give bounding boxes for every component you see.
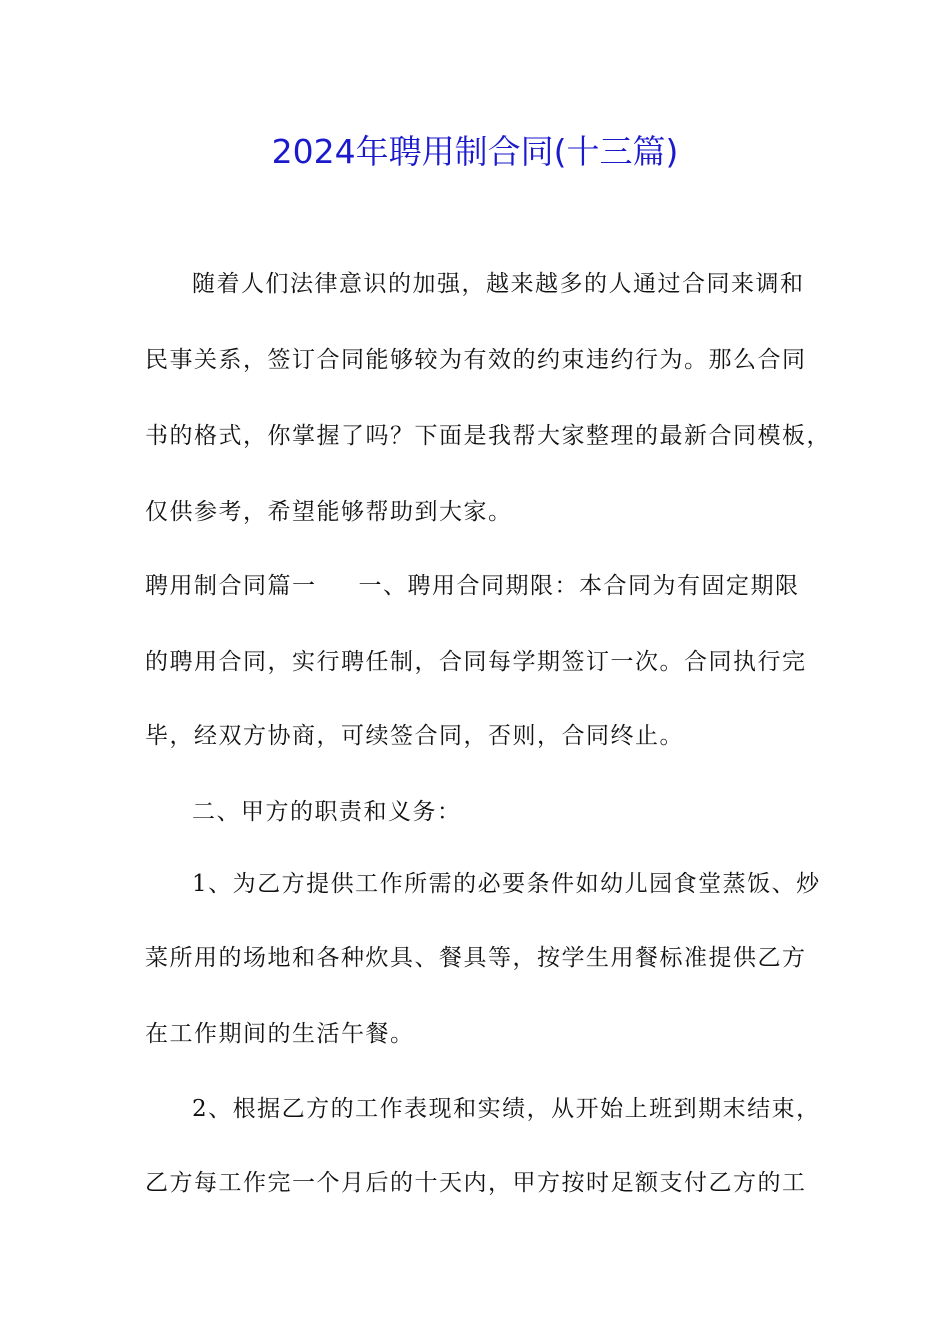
section1-first-line: [145, 569, 810, 603]
item2-line-2: 乙方每工作完一个月后的十天内，甲方按时足额支付乙方的工: [145, 1170, 807, 1196]
section1-line-3: 毕，经双方协商，可续签合同，否则，合同终止。: [145, 723, 684, 749]
item1-line-1: 1、为乙方提供工作所需的必要条件如幼儿园食堂蒸饭、炒: [192, 871, 821, 897]
document-title: 2024年聘用制合同(十三篇): [271, 132, 679, 171]
section1-label: 聘用制合同篇一: [145, 573, 317, 599]
intro-line-1: 随着人们法律意识的加强，越来越多的人通过合同来调和: [192, 271, 805, 297]
intro-line-3: 书的格式，你掌握了吗？下面是我帮大家整理的最新合同模板，: [145, 423, 831, 449]
intro-line-4: 仅供参考，希望能够帮助到大家。: [145, 499, 513, 525]
item2-line-1: 2、根据乙方的工作表现和实绩，从开始上班到期末结束，: [192, 1096, 821, 1122]
item1-line-2: 菜所用的场地和各种炊具、餐具等，按学生用餐标准提供乙方: [145, 945, 807, 971]
intro-line-2: 民事关系，签订合同能够较为有效的约束违约行为。那么合同: [145, 347, 807, 373]
section1-line-2: 的聘用合同，实行聘任制，合同每学期签订一次。合同执行完: [145, 649, 807, 675]
item1-line-3: 在工作期间的生活午餐。: [145, 1021, 415, 1047]
clause2-heading: 二、甲方的职责和义务：: [192, 799, 462, 825]
section1-first-text: 一、聘用合同期限：本合同为有固定期限: [358, 573, 800, 599]
